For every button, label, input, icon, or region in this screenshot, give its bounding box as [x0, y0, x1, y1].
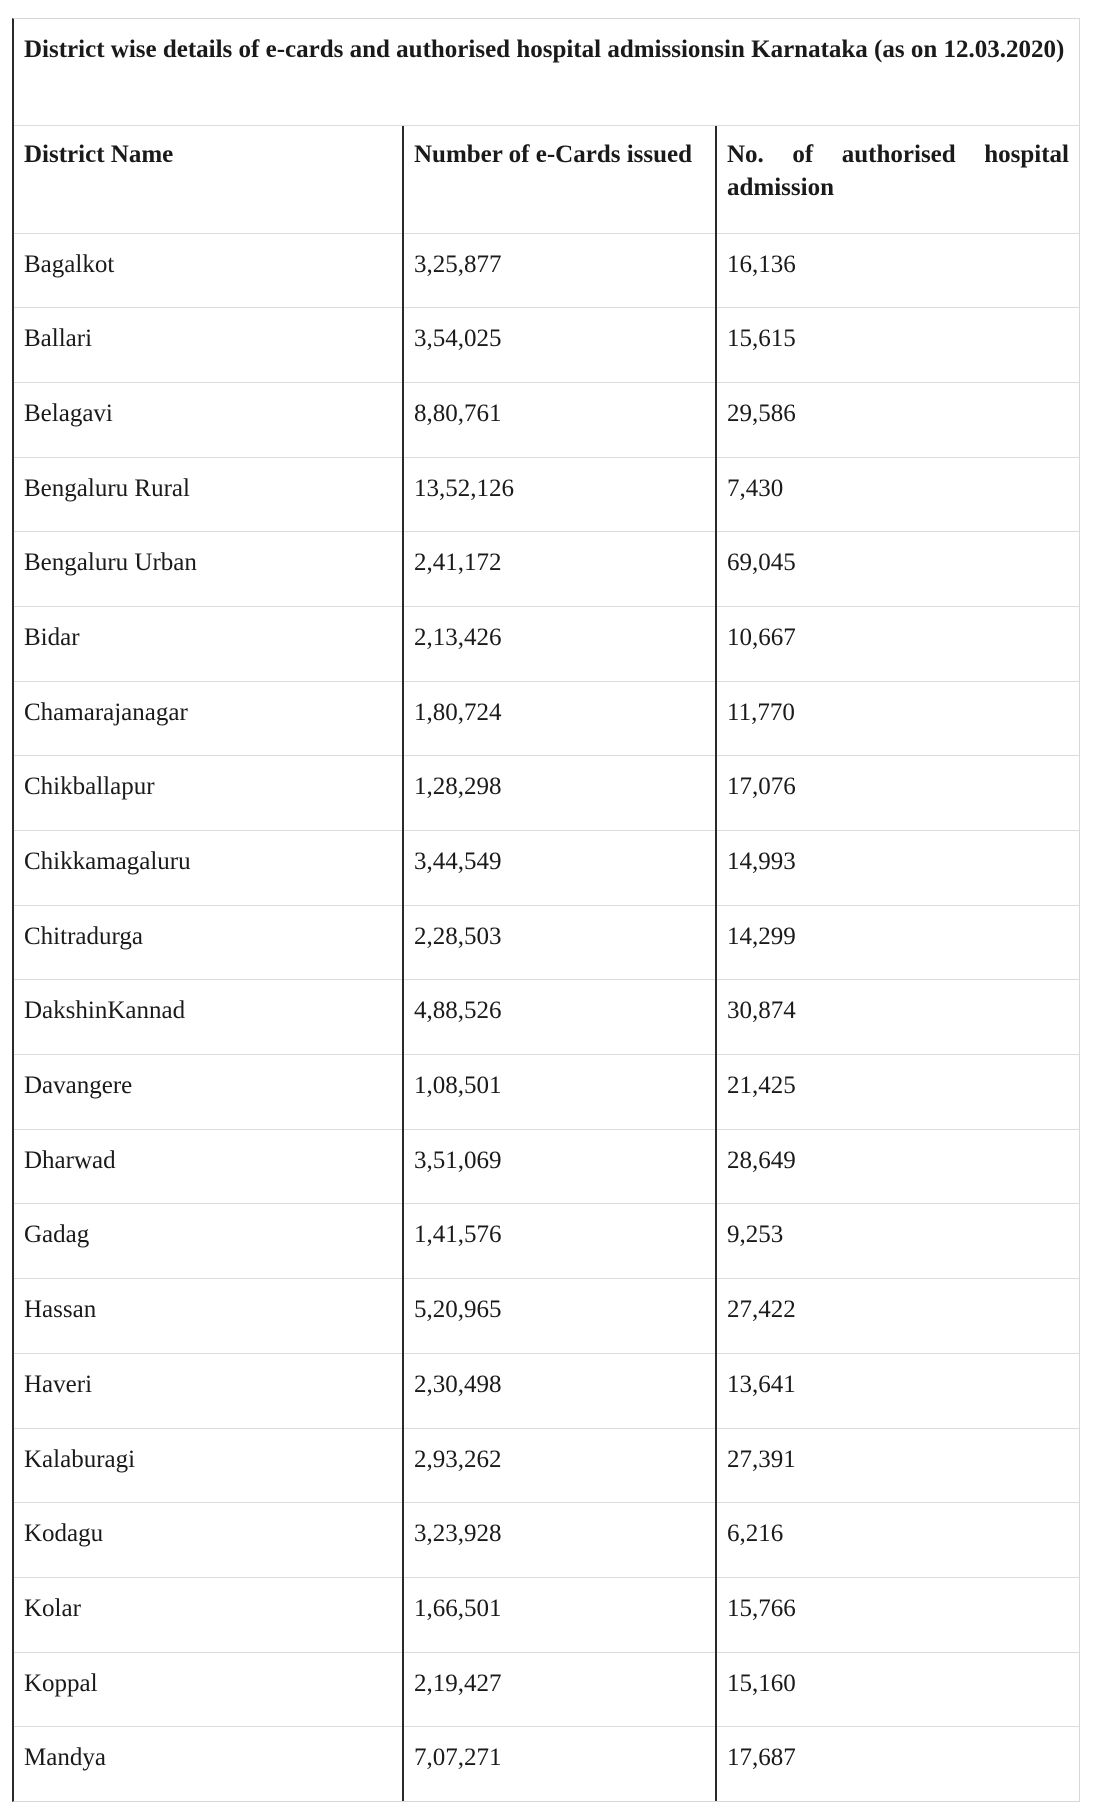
cell-ecards: 2,30,498	[403, 1353, 716, 1428]
cell-district: Haveri	[14, 1353, 403, 1428]
cell-ecards: 7,07,271	[403, 1727, 716, 1802]
cell-ecards: 2,28,503	[403, 905, 716, 980]
cell-admissions: 69,045	[716, 532, 1079, 607]
table-body	[14, 233, 1079, 1801]
cell-admissions: 15,615	[716, 308, 1079, 383]
cell-district: Mandya	[24, 1744, 106, 1772]
cell-admissions: 29,586	[716, 382, 1079, 457]
cell-district: Koppal	[14, 1652, 403, 1727]
cell-district: Chitradurga	[14, 905, 403, 980]
table-row	[14, 681, 1079, 756]
table-row	[14, 1428, 1079, 1503]
cell-ecards: 3,25,877	[403, 233, 716, 308]
cell-admissions: 15,160	[716, 1652, 1079, 1727]
cell-admissions: 27,422	[716, 1279, 1079, 1354]
cell-admissions: 17,076	[716, 756, 1079, 831]
cell-admissions: 6,216	[716, 1503, 1079, 1578]
cell-district: Dharwad	[14, 1129, 403, 1204]
table-row	[14, 382, 1079, 457]
table-row	[14, 1279, 1079, 1354]
cell-admissions: 9,253	[716, 1204, 1079, 1279]
cell-ecards: 1,80,724	[403, 681, 716, 756]
table-row	[14, 1503, 1079, 1578]
cell-district: Davangere	[14, 1055, 403, 1130]
cell-ecards: 2,19,427	[403, 1652, 716, 1727]
cell-district: DakshinKannad	[14, 980, 403, 1055]
table-row	[14, 457, 1079, 532]
cell-district: Chikballapur	[14, 756, 403, 831]
cell-admissions: 14,993	[716, 831, 1079, 906]
table-row	[14, 1727, 1079, 1802]
cell-district: Bengaluru Rural	[14, 457, 403, 532]
header-admissions: No. of authorised hospital admission	[716, 126, 1079, 233]
table-row	[14, 308, 1079, 383]
cell-ecards: 2,93,262	[403, 1428, 716, 1503]
table-row	[14, 1055, 1079, 1130]
cell-ecards: 3,54,025	[403, 308, 716, 383]
district-table	[14, 126, 1079, 1801]
cell-district: Bagalkot	[14, 233, 403, 308]
table-row	[14, 233, 1079, 308]
table-row	[14, 606, 1079, 681]
cell-ecards: 2,13,426	[403, 606, 716, 681]
table-row	[14, 1204, 1079, 1279]
document-table-container	[12, 18, 1080, 1802]
cell-admissions: 14,299	[716, 905, 1079, 980]
cell-district: Gadag	[14, 1204, 403, 1279]
cell-ecards: 8,80,761	[403, 382, 716, 457]
table-row	[14, 1129, 1079, 1204]
cell-admissions: 15,766	[716, 1577, 1079, 1652]
table-row	[14, 756, 1079, 831]
cell-ecards: 1,66,501	[403, 1577, 716, 1652]
cell-ecards: 3,44,549	[403, 831, 716, 906]
header-district: District Name	[14, 126, 403, 233]
cell-district: Bengaluru Urban	[14, 532, 403, 607]
cell-district: Chikkamagaluru	[14, 831, 403, 906]
cell-admissions: 13,641	[716, 1353, 1079, 1428]
cell-admissions: 7,430	[716, 457, 1079, 532]
cell-admissions: 10,667	[716, 606, 1079, 681]
cell-district: Belagavi	[14, 382, 403, 457]
cell-ecards: 13,52,126	[403, 457, 716, 532]
table-row	[14, 905, 1079, 980]
table-row	[14, 831, 1079, 906]
cell-admissions: 27,391	[716, 1428, 1079, 1503]
cell-ecards: 5,20,965	[403, 1279, 716, 1354]
cell-district: Kalaburagi	[14, 1428, 403, 1503]
cell-ecards: 3,23,928	[403, 1503, 716, 1578]
cell-admissions: 28,649	[716, 1129, 1079, 1204]
cell-admissions: 16,136	[716, 233, 1079, 308]
header-row	[14, 126, 1079, 233]
cell-admissions: 17,687	[716, 1727, 1079, 1802]
cell-district: Bidar	[14, 606, 403, 681]
header-ecards: Number of e-Cards issued	[403, 126, 716, 233]
cell-ecards: 3,51,069	[403, 1129, 716, 1204]
table-row	[14, 1353, 1079, 1428]
cell-admissions: 30,874	[716, 980, 1079, 1055]
cell-ecards: 1,08,501	[403, 1055, 716, 1130]
cell-admissions: 11,770	[716, 681, 1079, 756]
table-row	[14, 1577, 1079, 1652]
cell-district: Kodagu	[14, 1503, 403, 1578]
cell-district: Hassan	[14, 1279, 403, 1354]
table-row	[14, 532, 1079, 607]
table-row	[14, 1652, 1079, 1727]
table-row	[14, 980, 1079, 1055]
cell-ecards: 1,28,298	[403, 756, 716, 831]
cell-ecards: 4,88,526	[403, 980, 716, 1055]
cell-ecards: 1,41,576	[403, 1204, 716, 1279]
table-caption: District wise details of e-cards and authorised hospital admissionsin Karnataka (as on 12.03.2020)	[14, 19, 1079, 126]
cell-district: Kolar	[14, 1577, 403, 1652]
cell-ecards: 2,41,172	[403, 532, 716, 607]
cell-district: Ballari	[14, 308, 403, 383]
cell-district: Chamarajanagar	[14, 681, 403, 756]
cell-admissions: 21,425	[716, 1055, 1079, 1130]
